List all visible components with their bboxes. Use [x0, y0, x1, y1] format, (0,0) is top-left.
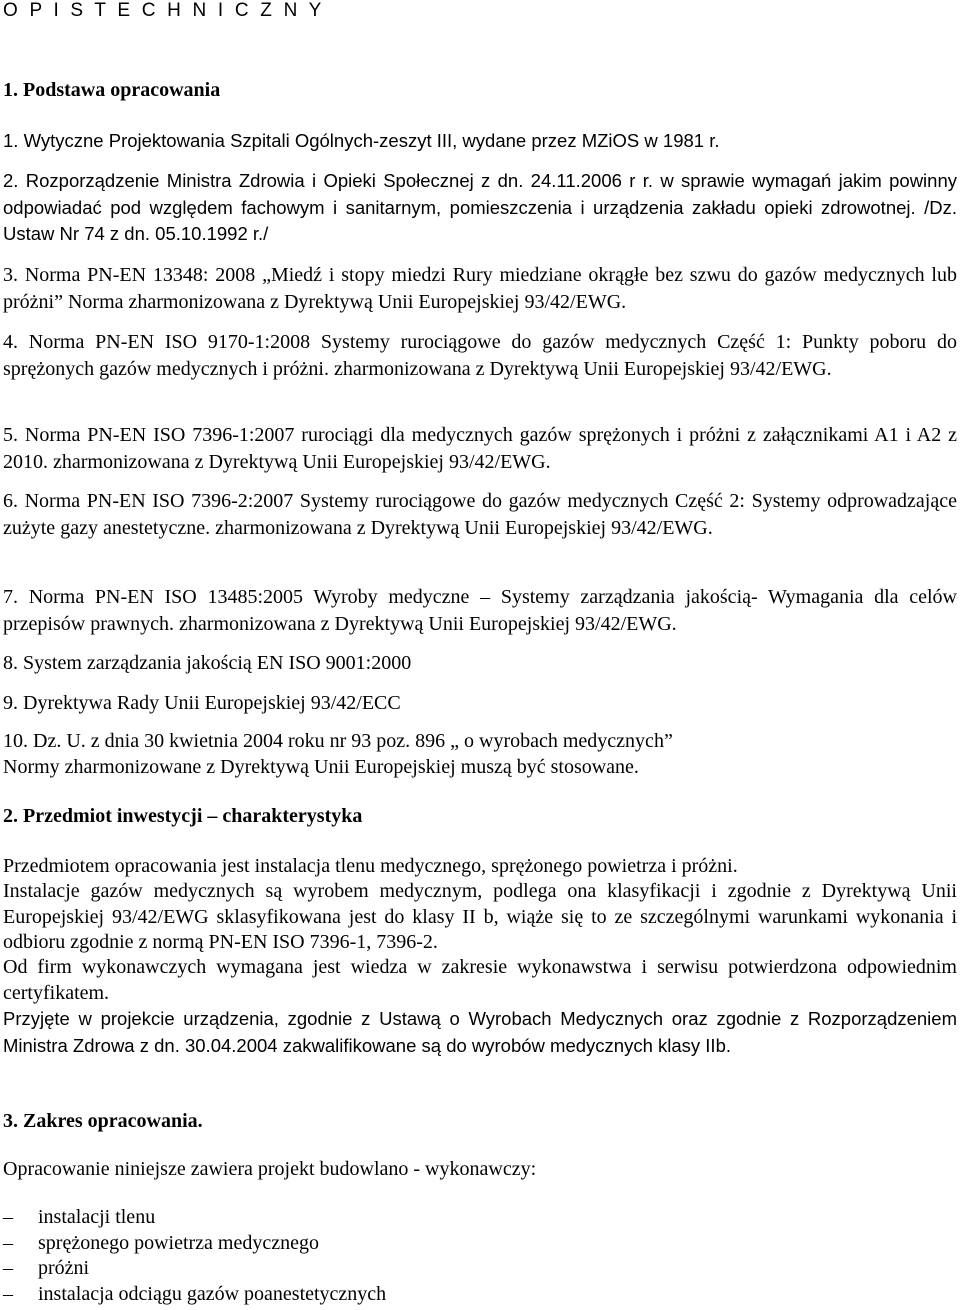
- scope-list-item-label: próżni: [38, 1257, 90, 1279]
- scope-list-item-label: instalacja odciągu gazów poanestetycznych: [38, 1282, 387, 1305]
- scope-list-item: [3, 1282, 386, 1308]
- section-2-paragraph-2: Instalacje gazów medycznych są wyrobem medycznym, podlega ona klasyfikacji i zgodnie z Dyrektywą Unii Europejskiej 93/42/EWG sklasyfikowana jest do klasy II b, wiąże się to ze szczególnymi warunkami wykonania i odbioru zgodnie z normą PN-EN ISO 7396-1, 7396-2.: [3, 880, 957, 953]
- reference-item-5: 5. Norma PN-EN ISO 7396-1:2007 rurociągi dla medycznych gazów sprężonych i próżni z załącznikami A1 i A2 z 2010. zharmonizowana z Dyrektywą Unii Europejskiej 93/42/EWG.: [3, 424, 957, 473]
- reference-item-1: 1. Wytyczne Projektowania Szpitali Ogólnych-zeszyt III, wydane przez MZiOS w 1981 r.: [3, 130, 720, 151]
- scope-list-item: [3, 1256, 386, 1282]
- scope-list-item: [3, 1205, 386, 1231]
- scope-list-item-label: sprężonego powietrza medycznego: [38, 1231, 319, 1254]
- dash-bullet: –: [3, 1206, 13, 1228]
- scope-list: [3, 1205, 386, 1307]
- section-2-paragraph-3: Od firm wykonawczych wymagana jest wiedza w zakresie wykonawstwa i serwisu potwierdzona odpowiednim certyfikatem.: [3, 956, 957, 1004]
- section-1-heading: 1. Podstawa opracowania: [3, 79, 221, 101]
- section-3-heading: 3. Zakres opracowania.: [3, 1110, 203, 1132]
- scope-list-item-label: instalacji tlenu: [38, 1206, 156, 1228]
- reference-item-10: 10. Dz. U. z dnia 30 kwietnia 2004 roku nr 93 poz. 896 „ o wyrobach medycznych”: [3, 730, 673, 752]
- reference-item-7: 7. Norma PN-EN ISO 13485:2005 Wyroby medyczne – Systemy zarządzania jakością- Wymagania dla celów przepisów prawnych. zharmonizowana z Dyrektywą Unii Europejskiej 93/42/EWG.: [3, 586, 957, 635]
- reference-item-6: 6. Norma PN-EN ISO 7396-2:2007 Systemy rurociągowe do gazów medycznych Część 2: Systemy odprowadzające zużyte gazy anestetyczne. zharmonizowana z Dyrektywą Unii Europejskiej 93/42/EWG.: [3, 490, 957, 539]
- dash-bullet: –: [3, 1257, 13, 1279]
- reference-item-3: 3. Norma PN-EN 13348: 2008 „Miedź i stopy miedzi Rury miedziane okrągłe bez szwu do gazów medycznych lub próżni” Norma zharmonizowana z Dyrektywą Unii Europejskiej 93/42/EWG.: [3, 264, 957, 313]
- dash-bullet: –: [3, 1231, 13, 1254]
- reference-item-9: 9. Dyrektywa Rady Unii Europejskiej 93/42/ECC: [3, 692, 401, 714]
- reference-item-8: 8. System zarządzania jakością EN ISO 9001:2000: [3, 652, 412, 674]
- section-3-intro: Opracowanie niniejsze zawiera projekt budowlano - wykonawczy:: [3, 1158, 537, 1180]
- scope-list-item: [3, 1231, 386, 1257]
- reference-item-2: 2. Rozporządzenie Ministra Zdrowia i Opieki Społecznej z dn. 24.11.2006 r r. w sprawie wymagań jakim powinny odpowiadać pod względem fachowym i sanitarnym, pomieszczenia i urządzenia zakładu opieki zdrowotnej. /Dz. Ustaw Nr 74 z dn. 05.10.1992 r./: [3, 170, 957, 244]
- reference-item-4: 4. Norma PN-EN ISO 9170-1:2008 Systemy rurociągowe do gazów medycznych Część 1: Punkty poboru do sprężonych gazów medycznych i próżni. zharmonizowana z Dyrektywą Unii Europejskiej 93/42/EWG.: [3, 331, 957, 380]
- section-2-paragraph-1: Przedmiotem opracowania jest instalacja tlenu medycznego, sprężonego powietrza i próżni.: [3, 855, 738, 877]
- section-2-paragraph-4: Przyjęte w projekcie urządzenia, zgodnie z Ustawą o Wyrobach Medycznych oraz zgodnie z Rozporządzeniem Ministra Zdrowa z dn. 30.04.2004 zakwalifikowane są do wyrobów medycznych klasy IIb.: [3, 1008, 957, 1056]
- dash-bullet: –: [3, 1282, 13, 1305]
- standards-note: Normy zharmonizowane z Dyrektywą Unii Europejskiej muszą być stosowane.: [3, 756, 639, 778]
- section-2-heading: 2. Przedmiot inwestycji – charakterystyka: [3, 805, 363, 827]
- document-title: O P I S T E C H N I C Z N Y: [3, 0, 325, 21]
